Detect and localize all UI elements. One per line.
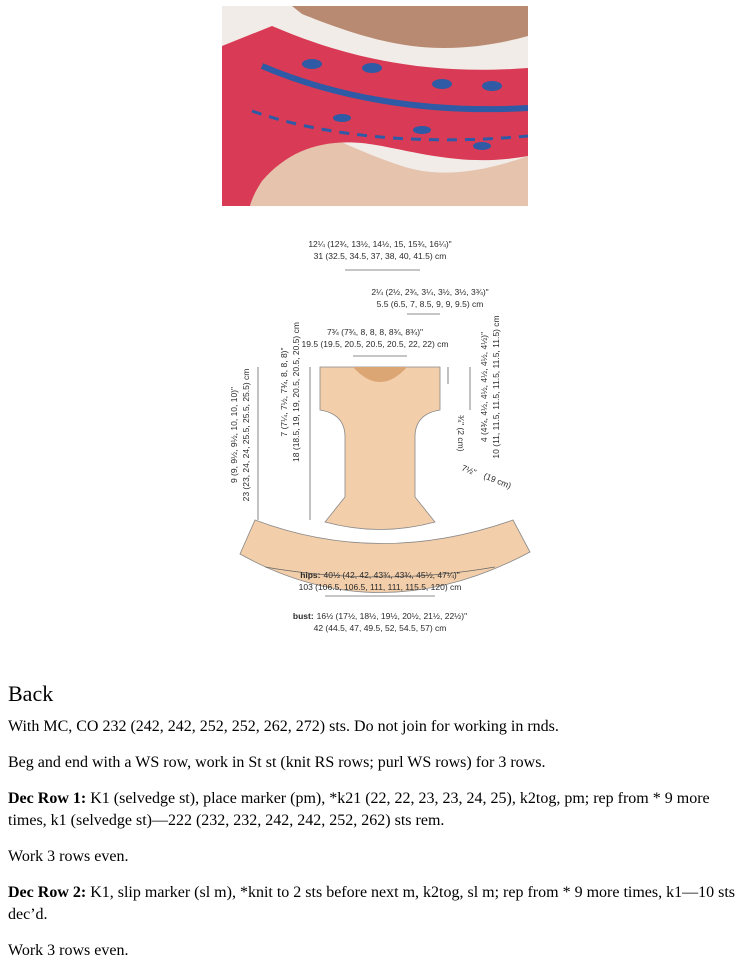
instruction-paragraph: Work 3 rows even. [8, 848, 129, 865]
dec-row-1-label: Dec Row 1: [8, 790, 87, 807]
neck-width-cm: 19.5 (19.5, 20.5, 20.5, 20.5, 22, 22) cm [301, 339, 449, 349]
dec-row-2-label: Dec Row 2: [8, 884, 87, 901]
bust-measure [293, 611, 467, 621]
armhole-left-in: 7 (7¼, 7½, 7¾, 8, 8, 8)" [279, 347, 289, 437]
body-length-in: 9 (9, 9½, 9½, 10, 10, 10)" [229, 386, 239, 484]
instruction-paragraph [8, 788, 740, 832]
body-length-cm: 23 (23, 24, 24, 25.5, 25.5, 25.5) cm [241, 368, 251, 502]
embroidery-leaf [333, 114, 351, 122]
neck-width-in: 7¾ (7¾, 8, 8, 8, 8¾, 8¾)" [326, 327, 424, 337]
shoulder-cm: 5.5 (6.5, 7, 8.5, 9, 9, 9.5) cm [376, 299, 484, 309]
shoulder-in: 2¼ (2½, 2¾, 3¼, 3½, 3½, 3¾)" [371, 287, 489, 297]
neck-depth: ¾" (2 cm) [456, 415, 466, 452]
bodice-shape [320, 367, 440, 530]
embroidery-leaf [432, 79, 452, 89]
instruction-paragraph: With MC, CO 232 (242, 242, 252, 252, 262, 272) sts. Do not join for working in rnds. [8, 718, 559, 735]
embroidery-leaf [473, 142, 491, 150]
bust-in: 16½ (17½, 18½, 19½, 20½, 21½, 22½)" [316, 611, 468, 621]
hips-label: hips: [300, 570, 321, 580]
section-heading: Back [8, 681, 54, 706]
top-width-in: 12¼ (12¾, 13½, 14½, 15, 15¾, 16¼)" [308, 239, 452, 249]
instruction-paragraph: Beg and end with a WS row, work in St st (knit RS rows; purl WS rows) for 3 rows. [8, 754, 546, 771]
bust-cm: 42 (44.5, 47, 49.5, 52, 54.5, 57) cm [313, 623, 447, 633]
armhole-left-cm: 18 (18.5, 19, 19, 20.5, 20.5, 20.5) cm [291, 322, 301, 462]
bust-label: bust: [292, 611, 314, 621]
hips-in: 40½ (42, 42, 43¾, 43¾, 45½, 47¼)" [323, 570, 460, 580]
embroidery-leaf [482, 81, 502, 91]
embroidery-leaf [362, 63, 382, 73]
hips-cm: 103 (106.5, 106.5, 111, 111, 115.5, 120) cm [298, 582, 462, 592]
instruction-paragraph [8, 882, 740, 926]
pattern-instructions [8, 680, 740, 976]
dec-row-2-text: K1, slip marker (sl m), *knit to 2 sts before next m, k2tog, sl m; rep from * 9 more times, k1—10 sts dec’d. [8, 884, 736, 923]
instruction-paragraph: Work 3 rows even. [8, 942, 129, 959]
embroidery-leaf [413, 126, 431, 134]
top-width-cm: 31 (32.5, 34.5, 37, 38, 40, 41.5) cm [313, 251, 447, 261]
skirt-side-in: 7½" [460, 462, 478, 478]
armhole-right-cm: 10 (11, 11.5, 11.5, 11.5, 11.5, 11.5) cm [491, 315, 501, 459]
garment-photo [222, 6, 528, 206]
hips-measure [300, 570, 460, 580]
armhole-right-in: 4 (4¾, 4½, 4½, 4½, 4½, 4½)" [479, 331, 489, 443]
schematic-svg [225, 232, 535, 642]
embroidery-leaf [302, 59, 322, 69]
dec-row-1-text: K1 (selvedge st), place marker (pm), *k21 (22, 22, 23, 23, 24, 25), k2tog, pm; rep from * 9 more times, k1 (selvedge st)—222 (232, 232, 242, 242, 252, 262) sts rem. [8, 790, 710, 829]
schematic-diagram [225, 232, 535, 642]
skirt-side-cm: (19 cm) [482, 470, 513, 491]
garment-photo-illustration [222, 6, 528, 206]
